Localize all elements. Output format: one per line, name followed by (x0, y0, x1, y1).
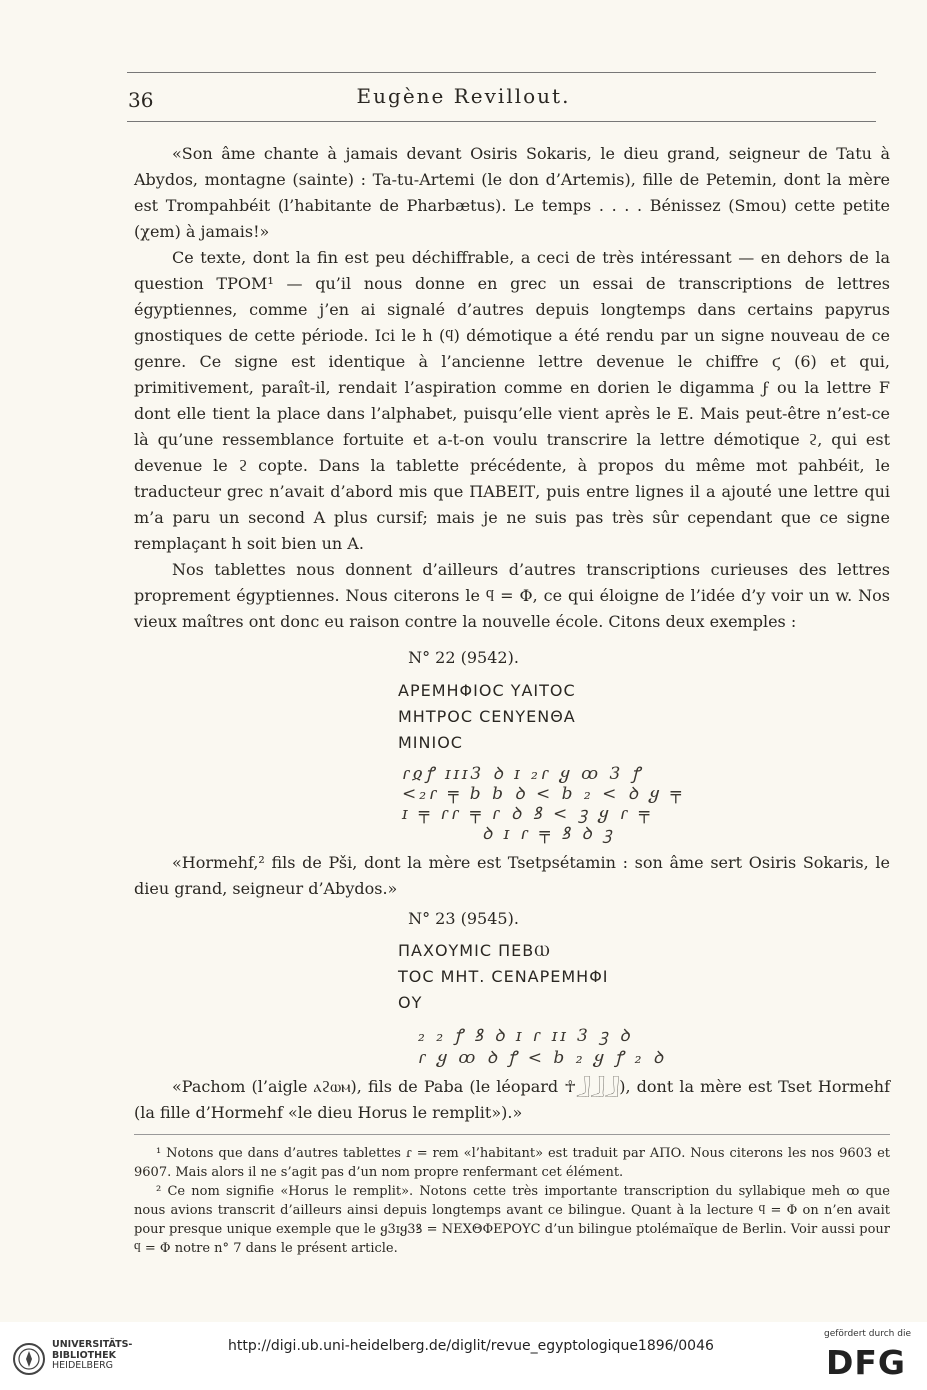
example-2-greek (398, 938, 609, 1016)
greek-line: ΑΡΕΜΗΦΙΟϹ ΥΑΙΤΟϹ (398, 681, 576, 700)
example-2-number: N° 23 (9545). (408, 909, 519, 928)
example-2-translation (134, 1074, 890, 1126)
translation-text: «Hormehf,² fils de Pši, dont la mère est Tsetpsétamin : son âme sert Osiris Sokaris, le dieu grand, seigneur d’Abydos.» (134, 853, 890, 898)
greek-line: ΜΗΤΡΟϹ ϹΕΝΥΕΝΘΑ (398, 707, 576, 726)
body-text (134, 141, 890, 635)
demotic-line: ɾ ყ ꝏ ꝺ ꝭ < b ₂ ყ ꝭ ₂ ꝺ (418, 1048, 666, 1068)
top-rule (127, 72, 876, 73)
translation-text: «Pachom (l’aigle ⲁϩⲱⲙ), fils de Paba (le léopard ☥𓃀𓃀𓃀), dont la mère est Tset Hormehf (la fille d’Hormehf «le dieu Horus le remplit»).» (134, 1077, 890, 1122)
library-line: HEIDELBERG (52, 1360, 114, 1371)
paragraph-1: «Son âme chante à jamais devant Osiris Sokaris, le dieu grand, seigneur de Tatu à Abydos, montagne (sainte) : Ta-tu-Artemi (le don d’Artemis), fille de Petemin, dont la mère est Trompahbéit (l’habitante de Pharbætus). Le temps . . . . Bénissez (Smou) cette petite (χem) à jamais!» (134, 144, 890, 241)
funded-by-label: gefördert durch die (824, 1329, 911, 1339)
example-1-demotic (402, 764, 684, 844)
greek-line: ΟΥ (398, 993, 423, 1012)
example-1-greek (398, 678, 576, 756)
running-head-author: Eugène Revillout. (356, 84, 571, 108)
example-1-number: N° 22 (9542). (408, 648, 519, 667)
permalink-url[interactable]: http://digi.ub.uni-heidelberg.de/diglit/revue_egyptologique1896/0046 (228, 1338, 714, 1354)
dfg-logo: DFG (826, 1343, 907, 1382)
footnote-2: ² Ce nom signifie «Horus le remplit». Notons cette très importante transcription du syllabique meh ꝏ que nous avions transcrit d’ailleurs ainsi depuis longtemps avant ce bilingue. Quant à la lecture ϥ = Φ on n’en avait pour presque unique exemple que le ყ3ɪყ3ꝸ = ΝΕΧΘΦΕΡΟΥϹ d’un bilingue ptolémaïque de Berlin. Voir aussi pour ϥ = Φ notre n° 7 dans le présent article. (134, 1184, 890, 1256)
example-1-translation (134, 850, 890, 902)
footnote-rule (134, 1134, 890, 1135)
demotic-line: <₂ɾ ╤ b b ꝺ < b ₂ < ꝺ ყ ╤ (402, 784, 684, 804)
library-name (52, 1340, 132, 1372)
library-line: BIBLIOTHEK (52, 1349, 116, 1361)
university-seal-icon (12, 1342, 46, 1376)
footnote-1: ¹ Notons que dans d’autres tablettes ɾ = rem «l’habitant» est traduit par ΑΠΟ. Nous citerons les nos 9603 et 9607. Mais alors il ne s’agit pas d’un nom propre renfermant cet élément. (134, 1146, 890, 1180)
paragraph-2: Ce texte, dont la fin est peu déchiffrable, a ceci de très intéressant — en dehors de la question ТРОМ¹ — qu’il nous donne en grec un essai de transcriptions de lettres égyptiennes, comme j’en ai signalé d’autres depuis longtemps dans certains papyrus gnostiques de cette période. Ici le h (ϥ) démotique a été rendu par un signe nouveau de ce genre. Ce signe est identique à l’ancienne lettre devenue le chiffre ϛ (6) et qui, primitivement, paraît-il, rendait l’aspiration comme en dorien le digamma ϝ ou la lettre F dont elle tient la place dans l’alphabet, puisqu’elle vient après le E. Mais peut-être n’est-ce là qu’une ressemblance fortuite et a-t-on voulu transcrire la lettre démotique ϩ, qui est devenue le ϩ copte. Dans la tablette précédente, à propos du même mot pahbéit, le traducteur grec n’avait d’abord mis que ΠΑΒΕΙΤ, puis entre lignes il a ajouté une lettre qui m’a paru un second A plus cursif; mais je ne suis pas très sûr cependant que ce signe remplaçant h soit bien un A. (134, 248, 890, 553)
footnotes (134, 1144, 890, 1258)
demotic-line: ɾჲꝭ ɪɪɪ3 ꝺ ɪ ₂ɾ ყ ꝏ 3 ꝭ (402, 764, 643, 784)
example-2-demotic (418, 1025, 666, 1069)
demotic-line: ꝺ ɪ ɾ ╤ ꝸ ꝺ ꝫ (482, 824, 615, 844)
greek-line: ΜΙΝΙΟϹ (398, 733, 463, 752)
viewer-footer (0, 1322, 927, 1390)
paragraph-3: Nos tablettes nous donnent d’ailleurs d’autres transcriptions curieuses des lettres proprement égyptiennes. Nous citerons le ϥ = Φ, ce qui éloigne de l’idée d’y voir un w. Nos vieux maîtres ont donc eu raison contre la nouvelle école. Citons deux exemples : (134, 560, 890, 631)
demotic-line: ɪ ╤ ɾɾ ╤ ɾ ꝺ ꝸ < ꝫ ყ ɾ ╤ (402, 804, 653, 824)
greek-line: ΠΑΧΟΥΜΙϹ ΠΕΒⲰ (398, 941, 551, 960)
demotic-line: ₂ ₂ ꝭ ꝸ ꝺ ɪ ɾ ɪɪ 3 ꝫ ꝺ (418, 1026, 633, 1046)
library-line: UNIVERSITÄTS- (52, 1339, 133, 1350)
header-rule (127, 121, 876, 122)
greek-line: ΤΟϹ ΜΗΤ. ϹΕΝΑΡΕΜΗΦΙ (398, 967, 609, 986)
page-number: 36 (128, 88, 154, 112)
